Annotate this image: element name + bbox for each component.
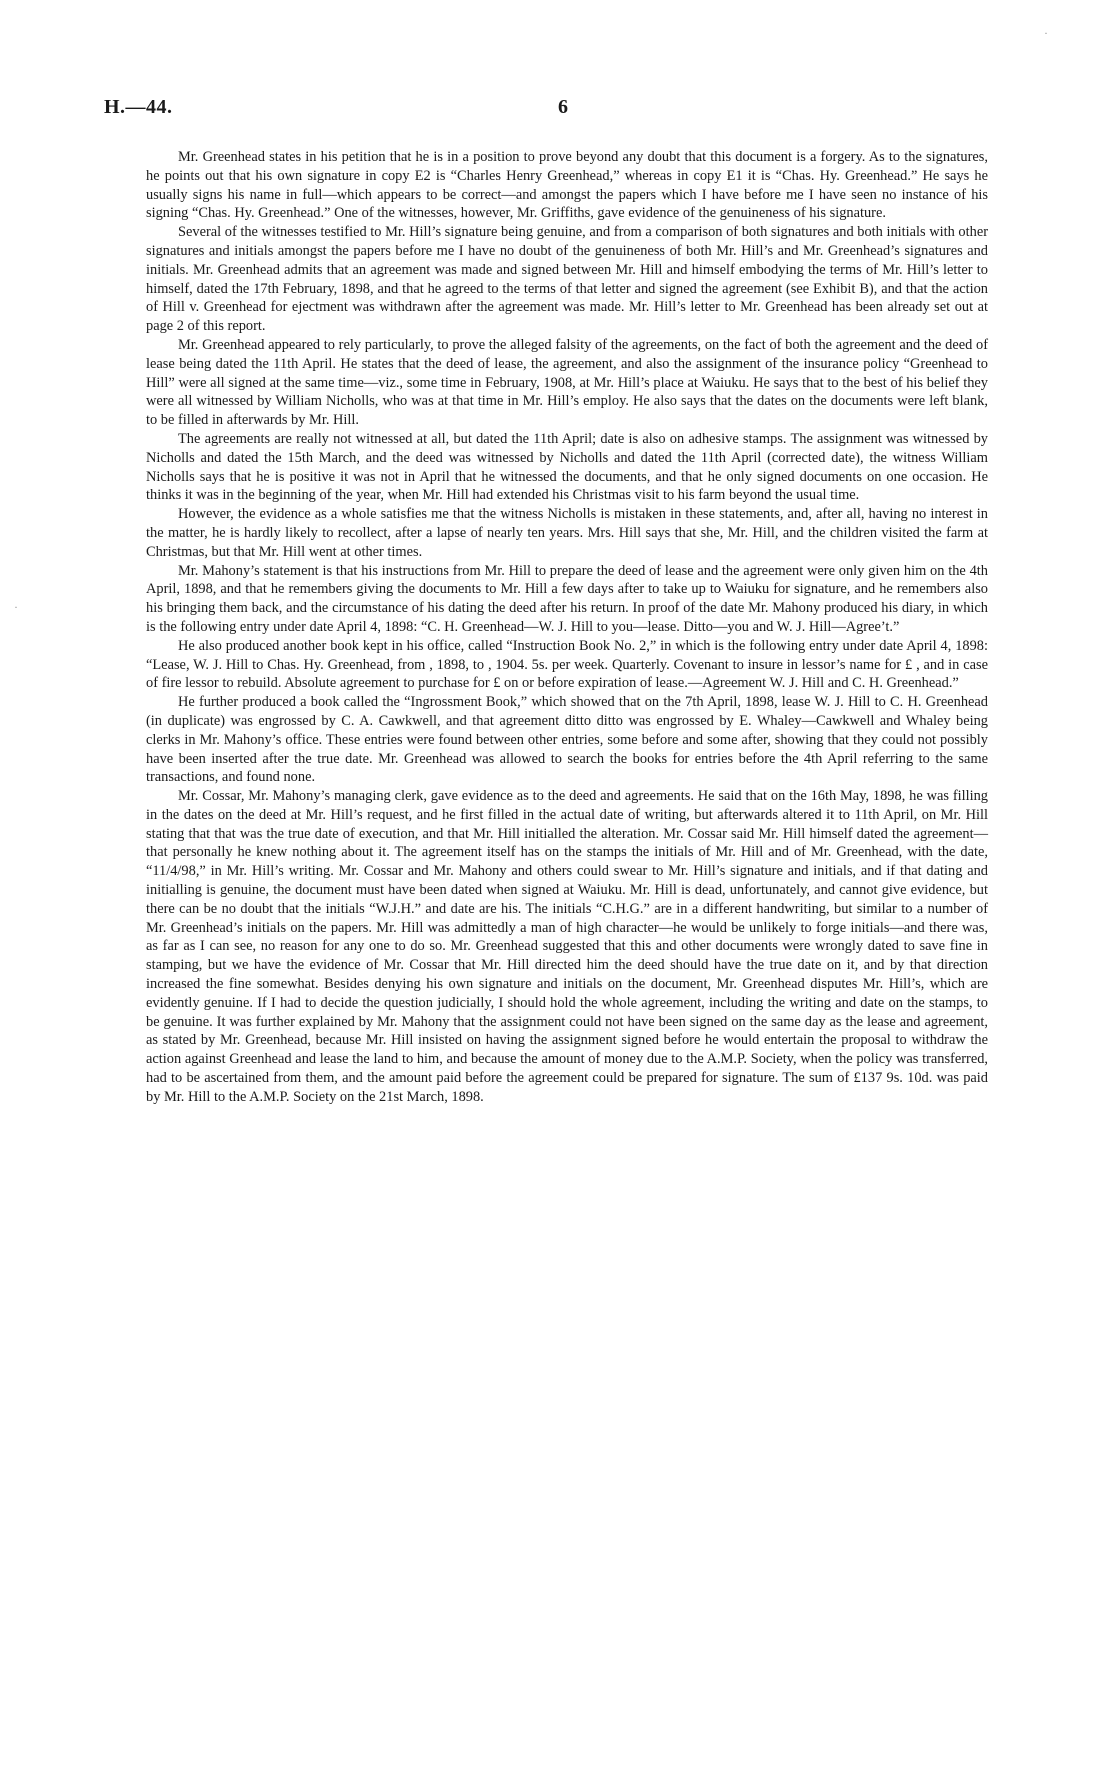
- paragraph-instruction-book: He also produced another book kept in his office, called “Instruction Book No. 2,” in which is the following entry under date April 4, 1898: “Lease, W. J. Hill to Chas. Hy. Greenhead, from , 1898, to , 1904. 5s. per week. Quarterly. Covenant to insure in lessor’s name for £ , and in case of fire lessor to rebuild. Absolute agreement to purchase for £ on or before expiration of lease.—Agreement W. J. Hill and C. H. Greenhead.”: [146, 637, 988, 692]
- page-header: [104, 96, 1004, 126]
- paragraph-signatures: Mr. Greenhead states in his petition that he is in a position to prove beyond any doubt that this document is a forgery. As to the signatures, he points out that his own signature in copy E2 is “Charles Henry Greenhead,” whereas in copy E1 it is “Chas. Hy. Greenhead.” He says he usually signs his name in full—which appears to be correct—and amongst the papers which I have before me I have seen no instance of his signing “Chas. Hy. Greenhead.” One of the witnesses, however, Mr. Griffiths, gave evidence of the genuineness of his signature.: [146, 149, 988, 222]
- document-reference: H.—44.: [104, 96, 173, 118]
- paragraph-witnesses: Several of the witnesses testified to Mr. Hill’s signature being genuine, and from a comparison of both signatures and both initials with other signatures and initials amongst the papers before me I have no doubt of the genuineness of both Mr. Hill’s and Mr. Greenhead’s signatures and initials. Mr. Greenhead admits that an agreement was made and signed between Mr. Hill and himself embodying the terms of Mr. Hill’s letter to himself, dated the 17th February, 1898, and that he agreed to the terms of that letter and signed the agreement (see Exhibit B), and that the action of Hill v. Greenhead for ejectment was withdrawn after the agreement was made. Mr. Hill’s letter to Mr. Greenhead has been already set out at page 2 of this report.: [146, 224, 988, 335]
- paragraph-evidence: However, the evidence as a whole satisfies me that the witness Nicholls is mistaken in these statements, and, after all, having no interest in the matter, he is hardly likely to recollect, after a lapse of nearly ten years. Mrs. Hill says that she, Mr. Hill, and the children visited the farm at Christmas, but that Mr. Hill went at other times.: [146, 506, 988, 560]
- page-number: 6: [558, 96, 568, 118]
- scan-mark: ·: [14, 600, 18, 614]
- scan-mark: ·: [1044, 26, 1048, 40]
- paragraph-mahony: Mr. Mahony’s statement is that his instructions from Mr. Hill to prepare the deed of lease and the agreement were only given him on the 4th April, 1898, and that he remembers giving the documents to Mr. Hill a few days after to take up to Waiuku for signature, and he remembers also his bringing them back, and the circumstance of his dating the deed after his return. In proof of the date Mr. Mahony produced his diary, in which is the following entry under date April 4, 1898: “C. H. Greenhead—W. J. Hill to you—lease. Ditto—you and W. J. Hill—Agree’t.”: [146, 562, 988, 635]
- paragraph-ingrossment-book: He further produced a book called the “Ingrossment Book,” which showed that on the 7th April, 1898, lease W. J. Hill to C. H. Greenhead (in duplicate) was engrossed by C. A. Cawkwell, and that agreement ditto ditto was engrossed by E. Whaley—Cawkwell and Whaley being clerks in Mr. Mahony’s office. These entries were found between other entries, some before and some after, showing that they could not possibly have been inserted after the true date. Mr. Greenhead was allowed to search the books for entries before the 4th April referring to the same transactions, and found none.: [146, 694, 988, 786]
- report-body: [146, 148, 988, 1107]
- paragraph-cossar: Mr. Cossar, Mr. Mahony’s managing clerk, gave evidence as to the deed and agreements. He said that on the 16th May, 1898, he was filling in the dates on the deed at Mr. Hill’s request, and he first filled in the actual date of writing, but afterwards altered it to 11th April, on Mr. Hill stating that that was the true date of execution, and that Mr. Hill initialled the alteration. Mr. Cossar said Mr. Hill himself dated the agreement—that personally he knew nothing about it. The agreement itself has on the stamps the initials of Mr. Hill and of Mr. Greenhead, with the date, “11/4/98,” in Mr. Hill’s writing. Mr. Cossar and Mr. Mahony and others could swear to Mr. Hill’s signature and initials, and if that dating and initialling is genuine, the document must have been dated when signed at Waiuku. Mr. Hill is dead, unfortunately, and cannot give evidence, but there can be no doubt that the initials “W.J.H.” and date are his. The initials “C.H.G.” are in a different handwriting, but similar to a number of Mr. Greenhead’s initials on the papers. Mr. Hill was admittedly a man of high character—he would be unlikely to forge initials—and there was, as far as I can see, no reason for any one to do so. Mr. Greenhead suggested that this and other documents were wrongly dated to save fine in stamping, but we have the evidence of Mr. Cossar that Mr. Hill directed him the deed should have the true date on it, and by that direction increased the fine somewhat. Besides denying his own signature and initials on the document, Mr. Greenhead disputes Mr. Hill’s, which are evidently genuine. If I had to decide the question judicially, I should hold the whole agreement, including the writing and date on the stamps, to be genuine. It was further explained by Mr. Mahony that the assignment could not have been signed on the same day as the lease and agreement, as stated by Mr. Greenhead, because Mr. Hill insisted on having the assignment signed before he would entertain the proposal to withdraw the action against Greenhead and lease the land to him, and because the amount of money due to the A.M.P. Society, when the policy was transferred, had to be ascertained from them, and the amount paid before the agreement could be prepared for signature. The sum of £137 9s. 10d. was paid by Mr. Hill to the A.M.P. Society on the 21st March, 1898.: [146, 788, 988, 1105]
- paragraph-nicholls: The agreements are really not witnessed at all, but dated the 11th April; date is also on adhesive stamps. The assignment was witnessed by Nicholls and dated the 15th March, and the deed was witnessed by Nicholls and dated the 11th April (corrected date), the witness William Nicholls says that he is positive it was not in April that he witnessed the documents, and that he only signed documents on one occasion. He thinks it was in the beginning of the year, when Mr. Hill had extended his Christmas visit to his farm beyond the usual time.: [146, 430, 988, 504]
- paragraph-dates: Mr. Greenhead appeared to rely particularly, to prove the alleged falsity of the agreements, on the fact of both the agreement and the deed of lease being dated the 11th April. He states that the deed of lease, the agreement, and also the assignment of the insurance policy “Greenhead to Hill” were all signed at the same time—viz., some time in February, 1908, at Mr. Hill’s place at Waiuku. He says that to the best of his belief they were all witnessed by William Nicholls, who was at that time in Mr. Hill’s employ. He also says that the dates on the documents were left blank, to be filled in afterwards by Mr. Hill.: [146, 336, 988, 429]
